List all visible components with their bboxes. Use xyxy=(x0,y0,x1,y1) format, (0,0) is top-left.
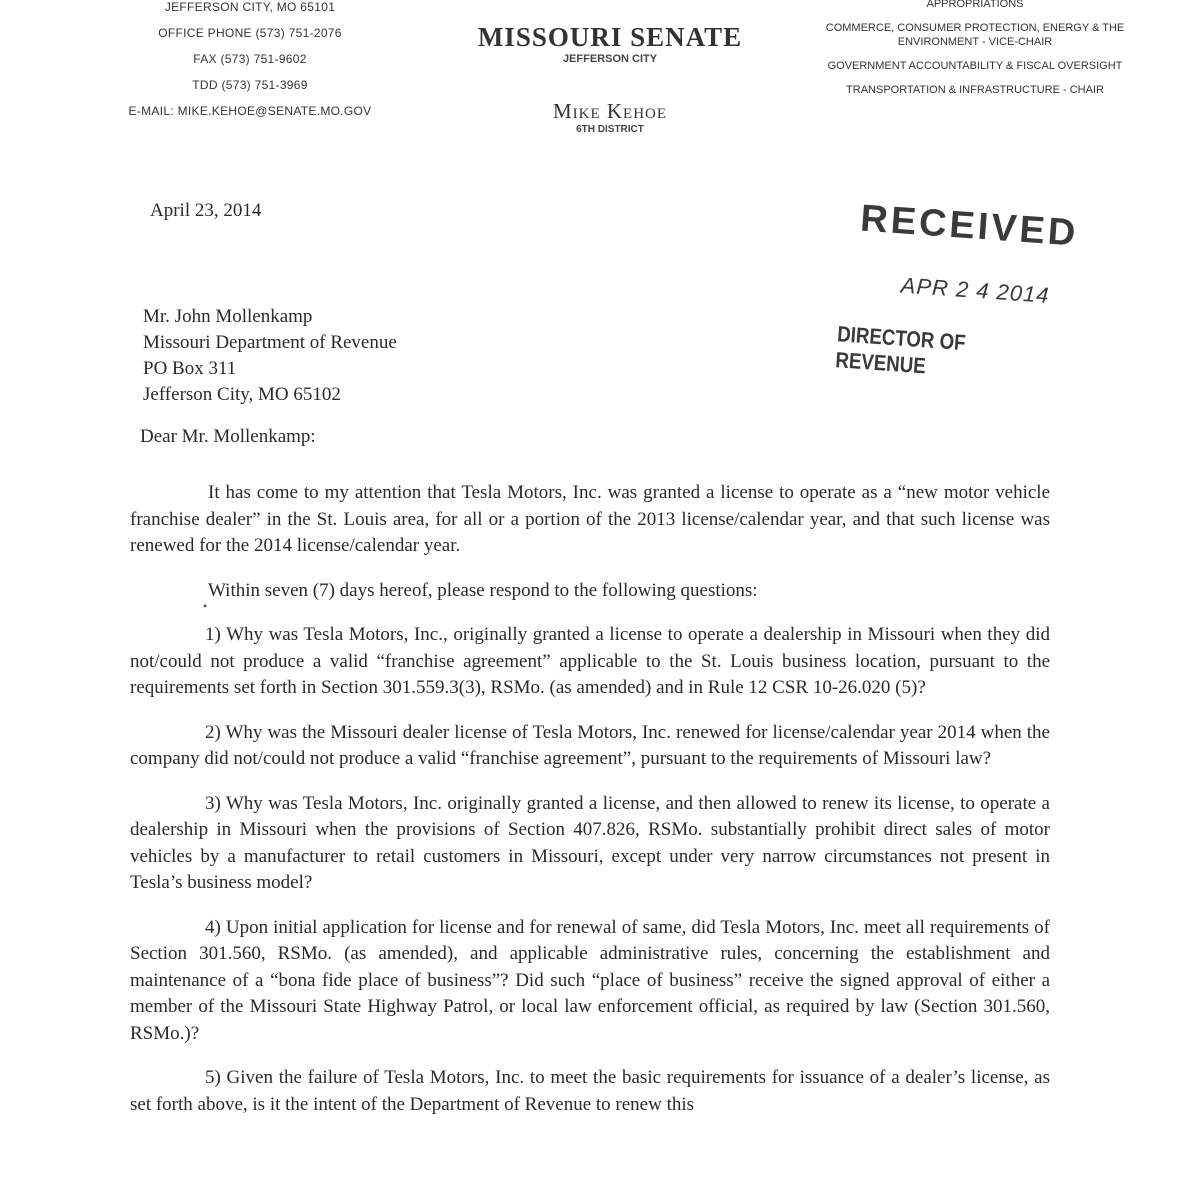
letter-body xyxy=(130,480,1050,1136)
paragraph-intro: It has come to my attention that Tesla Motors, Inc. was granted a license to operate as a “new motor vehicle franchise dealer” in the St. Louis area, for all or a portion of the 2013 license/calendar year, and that such license was renewed for the 2014 license/calendar year. xyxy=(130,482,1050,556)
stamp-date: APR 2 4 2014 xyxy=(900,272,1051,308)
senator-name: Mike Kehoe xyxy=(552,99,668,123)
letterhead-center-block xyxy=(460,22,760,135)
letterhead-phone-line: OFFICE PHONE (573) 751-2076 xyxy=(158,26,342,40)
recipient-address xyxy=(143,304,397,408)
scan-speck: • xyxy=(203,599,208,613)
received-stamp xyxy=(824,196,1107,404)
paragraph-request: Within seven (7) days hereof, please respond to the following questions: xyxy=(208,579,758,601)
question-1: 1) Why was Tesla Motors, Inc., originally granted a license to operate a dealership in Missouri when they did not/could not produce a valid “franchise agreement” applicable to the St. Louis business location, pursuant to the requirements set forth in Section 301.559.3(3), RSMo. (as amended) and in Rule 12 CSR 10-26.020 (5)? xyxy=(130,624,1050,698)
salutation: Dear Mr. Mollenkamp: xyxy=(140,426,316,447)
question-5: 5) Given the failure of Tesla Motors, Inc. to meet the basic requirements for issuance of a dealer’s license, as set forth above, is it the intent of the Department of Revenue to renew this xyxy=(130,1067,1050,1115)
stamp-title: RECEIVED xyxy=(858,197,1080,255)
recipient-box: PO Box 311 xyxy=(143,358,237,379)
committee-item: APPROPRIATIONS xyxy=(926,0,1024,10)
recipient-city: Jefferson City, MO 65102 xyxy=(143,384,341,405)
senator-district: 6TH DISTRICT xyxy=(576,124,644,135)
committee-item: COMMERCE, CONSUMER PROTECTION, ENERGY & THE ENVIRONMENT - VICE-CHAIR xyxy=(825,22,1125,48)
recipient-org: Missouri Department of Revenue xyxy=(143,332,397,353)
question-3: 3) Why was Tesla Motors, Inc. originally granted a license, and then allowed to renew its license, to operate a dealership in Missouri when the provisions of Section 407.826, RSMo. substantially prohibit direct sales of motor vehicles by a manufacturer to retail customers in Missouri, except under very narrow circumstances not present in Tesla’s business model? xyxy=(130,792,1050,893)
stamp-office: DIRECTOR OF REVENUE xyxy=(834,321,967,379)
recipient-name: Mr. John Mollenkamp xyxy=(143,306,313,327)
letterhead-contact-block xyxy=(110,0,390,124)
letterhead-committees-block xyxy=(800,0,1150,107)
letterhead-title: MISSOURI SENATE xyxy=(477,22,743,52)
committee-item: TRANSPORTATION & INFRASTRUCTURE - CHAIR xyxy=(846,84,1104,96)
question-2: 2) Why was the Missouri dealer license of Tesla Motors, Inc. renewed for license/calendar year 2014 when the company did not/could not produce a valid “franchise agreement”, pursuant to the requirements of Missouri law? xyxy=(130,721,1050,769)
letter-date: April 23, 2014 xyxy=(150,200,262,221)
letterhead-address-line: JEFFERSON CITY, MO 65101 xyxy=(164,0,336,14)
letterhead-tdd-line: TDD (573) 751-3969 xyxy=(192,78,308,92)
question-4: 4) Upon initial application for license and for renewal of same, did Tesla Motors, Inc. meet all requirements of Section 301.560, RSMo. (as amended), and applicable administrative rules, concerning the establishment and maintenance of a “bona fide place of business”? Did such “place of business” receive the signed approval of either a member of the Missouri State Highway Patrol, or local law enforcement official, as required by law (Section 301.560, RSMo.)? xyxy=(130,916,1050,1044)
letterhead-email-line: E-MAIL: MIKE.KEHOE@SENATE.MO.GOV xyxy=(128,104,372,118)
letterhead-city: JEFFERSON CITY xyxy=(562,53,658,65)
committee-item: GOVERNMENT ACCOUNTABILITY & FISCAL OVERSIGHT xyxy=(827,60,1123,72)
letterhead-fax-line: FAX (573) 751-9602 xyxy=(193,52,307,66)
